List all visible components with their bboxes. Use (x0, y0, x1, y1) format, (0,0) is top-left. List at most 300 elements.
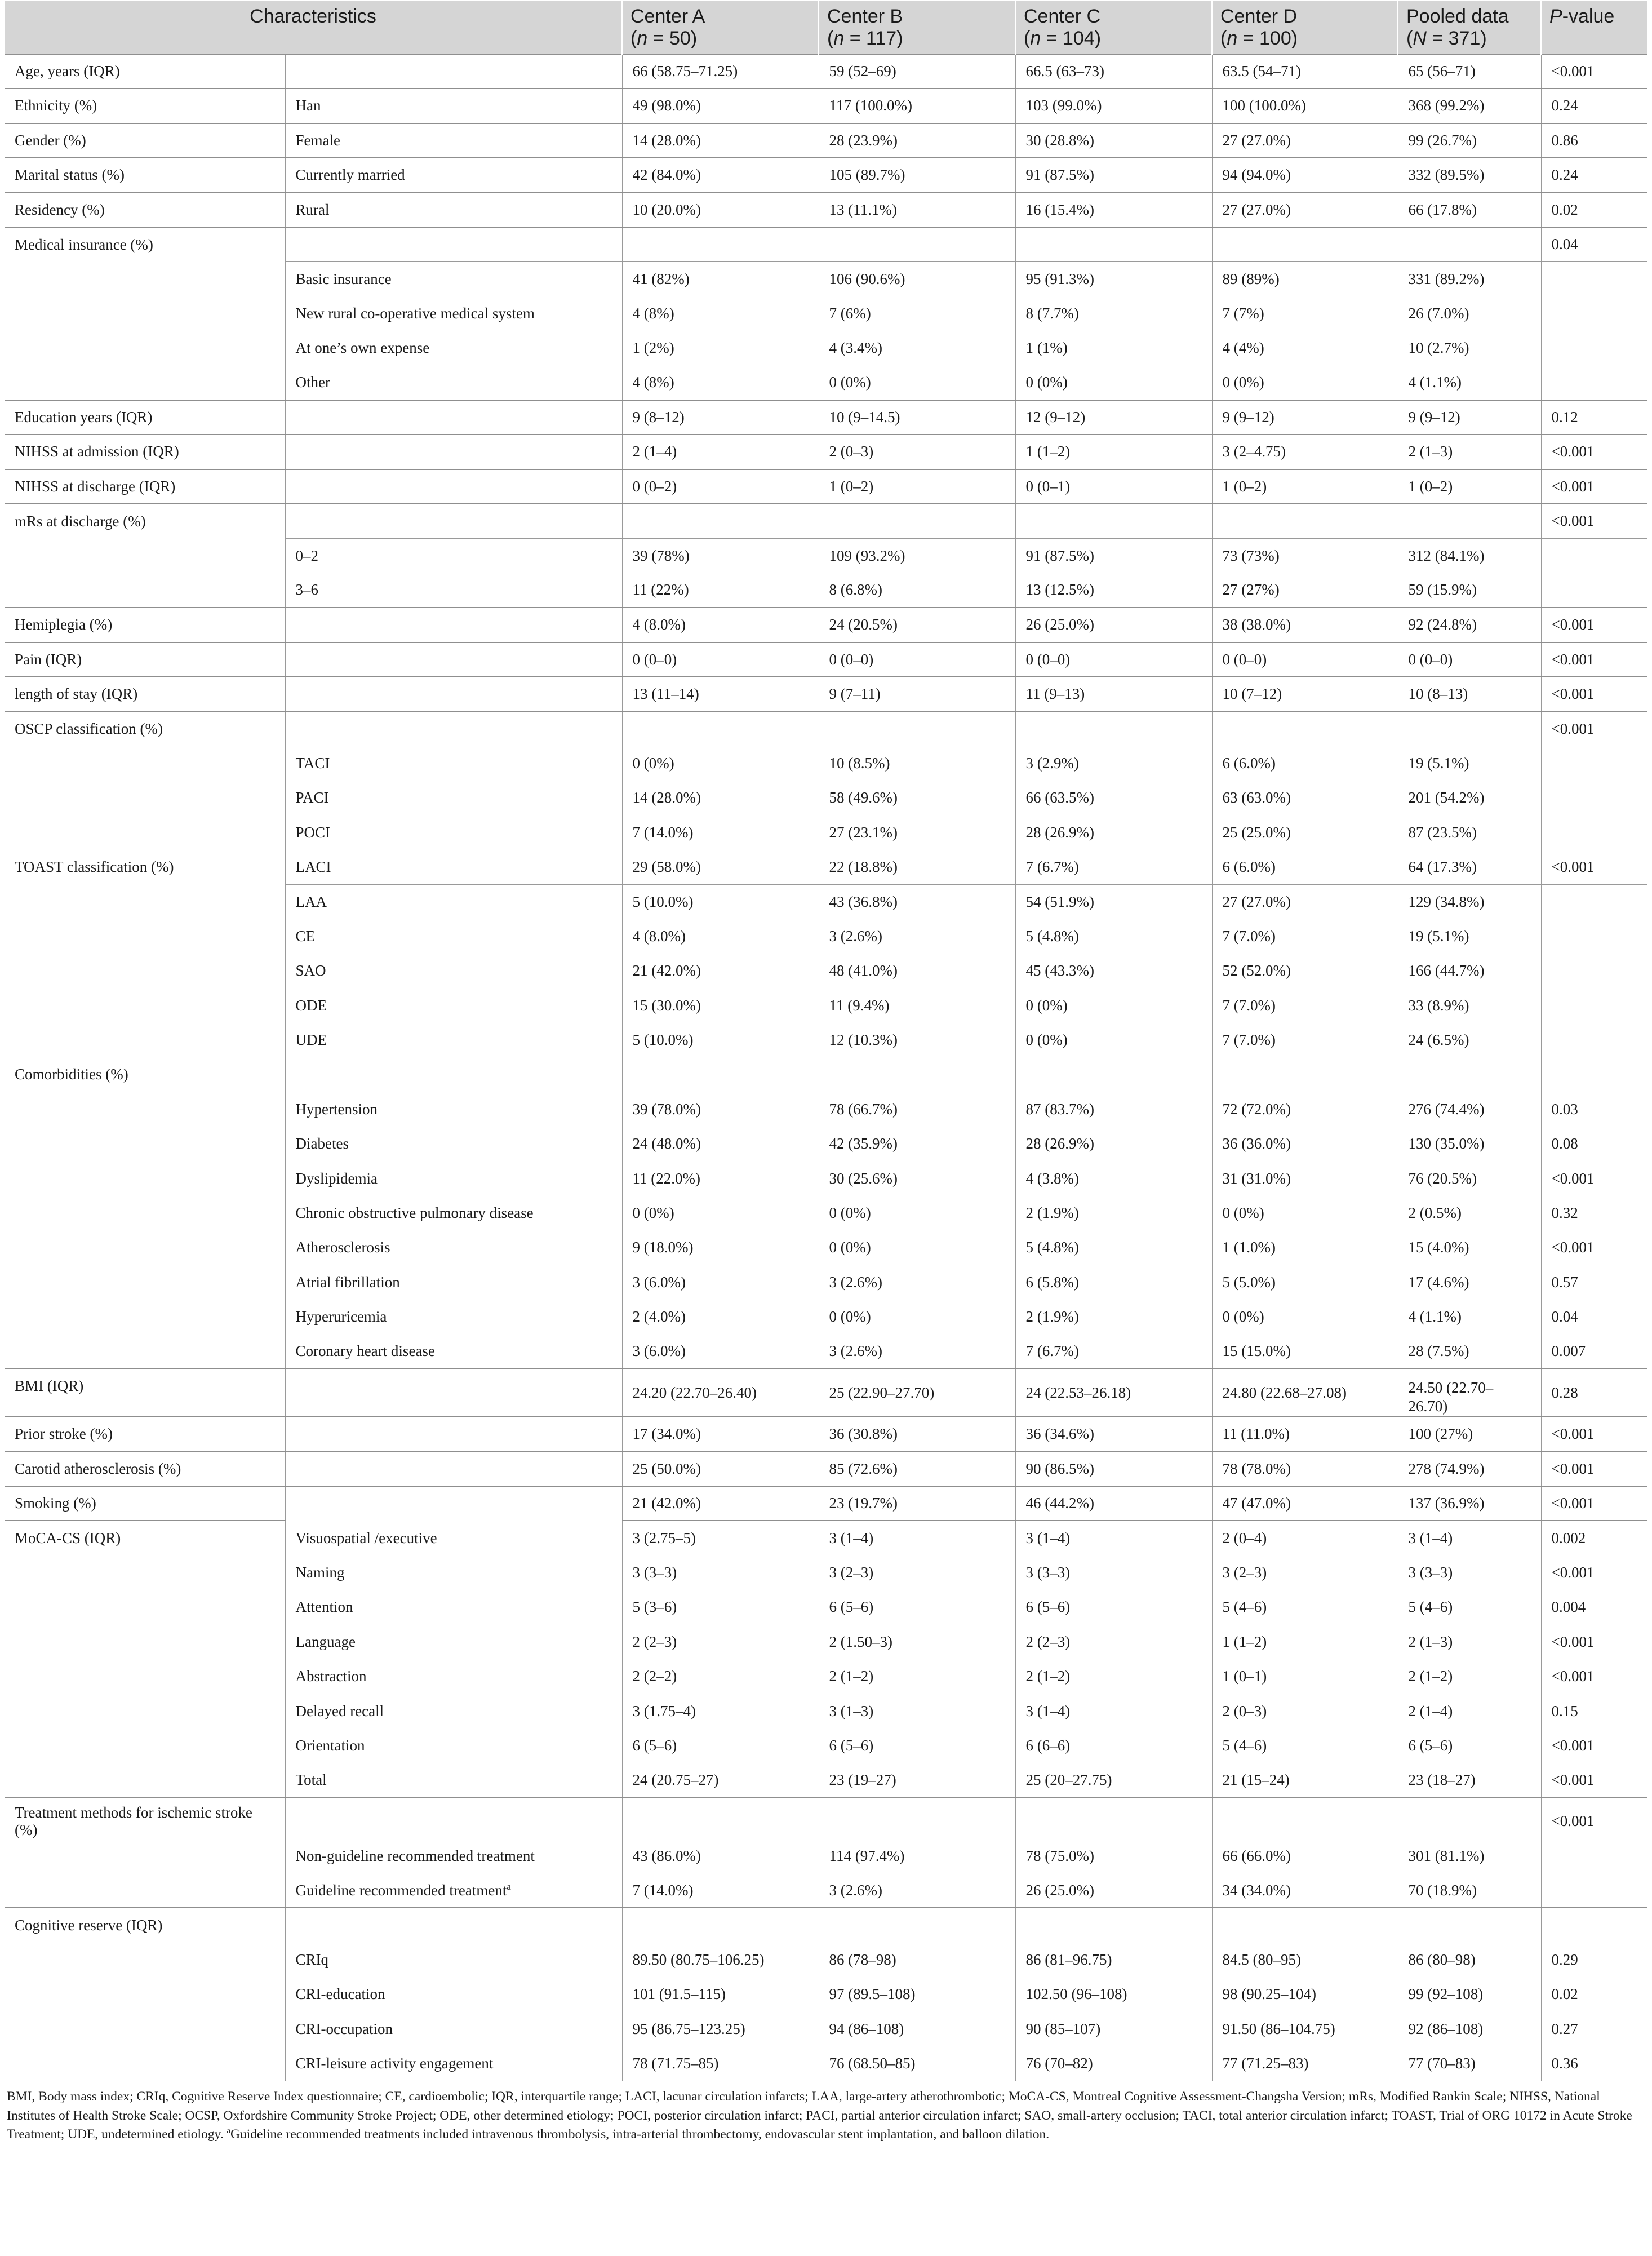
table-row (5, 919, 1647, 954)
cell-center-d: 0 (0%) (1212, 1300, 1398, 1334)
cell-characteristic: length of stay (IQR) (5, 677, 285, 711)
cell-center-a: 0 (0%) (622, 746, 819, 781)
table-row (5, 677, 1647, 711)
cell-center-b: 2 (1–2) (819, 1659, 1015, 1694)
header-center-c-n: (n = 104) (1024, 28, 1102, 50)
cell-center-d: 27 (27.0%) (1212, 192, 1398, 227)
cell-pvalue (1541, 954, 1647, 988)
cell-characteristic (5, 1625, 285, 1659)
cell-pooled (1398, 1908, 1541, 1942)
cell-center-b: 1 (0–2) (819, 469, 1015, 504)
cell-pvalue (1541, 573, 1647, 608)
cell-subcategory: LACI (295, 858, 331, 875)
cell-center-c: 26 (25.0%) (1015, 1873, 1212, 1908)
cell-subcategory: PACI (295, 789, 329, 806)
table-row (5, 435, 1647, 469)
cell-pooled: 100 (27%) (1398, 1417, 1541, 1451)
cell-center-a (622, 1057, 819, 1092)
cell-center-a: 39 (78.0%) (622, 1092, 819, 1127)
table-row (5, 2046, 1647, 2081)
cell-pvalue: 0.57 (1541, 1265, 1647, 1300)
cell-center-a: 29 (58.0%) (622, 850, 819, 884)
cell-subcategory (285, 1369, 622, 1417)
cell-center-c: 8 (7.7%) (1015, 296, 1212, 331)
cell-pvalue: <0.001 (1541, 1625, 1647, 1659)
cell-center-a: 95 (86.75–123.25) (622, 2012, 819, 2046)
table-row (5, 469, 1647, 504)
cell-pvalue: <0.001 (1541, 677, 1647, 711)
cell-center-a: 2 (4.0%) (622, 1300, 819, 1334)
cell-subcategory: UDE (295, 1031, 327, 1048)
cell-center-a: 4 (8.0%) (622, 608, 819, 642)
cell-pvalue: 0.32 (1541, 1196, 1647, 1230)
cell-characteristic (5, 884, 285, 919)
cell-center-b: 109 (93.2%) (819, 538, 1015, 573)
cell-pvalue: <0.001 (1541, 1798, 1647, 1839)
table-container (5, 1, 1647, 2144)
cell-characteristic (5, 296, 285, 331)
cell-pooled: 70 (18.9%) (1398, 1873, 1541, 1908)
cell-pooled: 278 (74.9%) (1398, 1452, 1541, 1486)
cell-characteristic (5, 1023, 285, 1057)
cell-pvalue (1541, 919, 1647, 954)
cell-characteristic (5, 815, 285, 849)
cell-center-c: 3 (3–3) (1015, 1555, 1212, 1590)
cell-pvalue (1541, 365, 1647, 400)
cell-center-a: 14 (28.0%) (622, 123, 819, 158)
cell-characteristic: mRs at discharge (%) (5, 504, 285, 538)
cell-pooled: 65 (56–71) (1398, 54, 1541, 88)
cell-center-b: 58 (49.6%) (819, 781, 1015, 815)
cell-center-d: 3 (2–3) (1212, 1555, 1398, 1590)
cell-characteristic: NIHSS at discharge (IQR) (5, 469, 285, 504)
cell-center-b: 27 (23.1%) (819, 815, 1015, 849)
cell-subcategory: Guideline recommended treatment$^a$ (295, 1881, 511, 1899)
cell-center-c: 0 (0–0) (1015, 642, 1212, 677)
cell-pooled: 129 (34.8%) (1398, 884, 1541, 919)
cell-subcategory: Han (285, 88, 622, 123)
cell-pvalue: 0.24 (1541, 88, 1647, 123)
cell-center-a: 21 (42.0%) (622, 954, 819, 988)
cell-subcategory: CRIq (295, 1951, 329, 1968)
cell-center-d (1212, 1057, 1398, 1092)
cell-pooled: 26 (7.0%) (1398, 296, 1541, 331)
cell-pvalue: 0.007 (1541, 1334, 1647, 1368)
cell-center-a: 42 (84.0%) (622, 158, 819, 192)
table-row (5, 88, 1647, 123)
cell-pooled: 2 (1–4) (1398, 1694, 1541, 1728)
header-center-c (1015, 1, 1212, 54)
cell-center-b: 28 (23.9%) (819, 123, 1015, 158)
cell-characteristic: Age, years (IQR) (5, 54, 285, 88)
cell-center-b (819, 1057, 1015, 1092)
table-row (5, 1625, 1647, 1659)
cell-characteristic: Education years (IQR) (5, 400, 285, 435)
cell-characteristic: Gender (%) (5, 123, 285, 158)
footnote-abbreviations: BMI, Body mass index; CRIq, Cognitive Reserve Index questionnaire; CE, cardioembolic; IQR, interquartile range; LACI, lacunar circulation infarcts; LAA, large-artery atherothrombotic; MoCA-CS, Montreal Cognitive Assessment-Changsha Version; mRs, Modified Rankin Scale; NIHSS, National Institutes of Health Stroke Scale; OCSP, Oxfordshire Community Stroke Project; ODE, other determined etiology; POCI, posterior circulation infarct; PACI, partial anterior circulation infarct; SAO, small-artery occlusion; TACI, total anterior circulation infarct; TOAST, Trial of ORG 10172 in Acute Stroke Treatment; UDE, undetermined etiology. (7, 2089, 1632, 2142)
cell-center-a: 5 (10.0%) (622, 884, 819, 919)
cell-pooled: 5 (4–6) (1398, 1590, 1541, 1624)
cell-characteristic (5, 573, 285, 608)
table-row (5, 1908, 1647, 1942)
cell-center-a: 2 (1–4) (622, 435, 819, 469)
cell-center-a: 2 (2–3) (622, 1625, 819, 1659)
cell-center-c: 6 (5.8%) (1015, 1265, 1212, 1300)
cell-center-d: 0 (0–0) (1212, 642, 1398, 677)
cell-pvalue: 0.04 (1541, 1300, 1647, 1334)
cell-center-c: 3 (1–4) (1015, 1521, 1212, 1555)
cell-pooled: 33 (8.9%) (1398, 988, 1541, 1022)
cell-center-c: 0 (0%) (1015, 988, 1212, 1022)
table-row (5, 573, 1647, 608)
cell-center-b: 86 (78–98) (819, 1943, 1015, 1977)
cell-pvalue: <0.001 (1541, 1417, 1647, 1451)
cell-pooled: 59 (15.9%) (1398, 573, 1541, 608)
cell-center-c: 46 (44.2%) (1015, 1486, 1212, 1521)
cell-subcategory (285, 1486, 622, 1521)
cell-characteristic: Residency (%) (5, 192, 285, 227)
cell-pooled (1398, 504, 1541, 538)
table-row (5, 642, 1647, 677)
cell-center-a: 2 (2–2) (622, 1659, 819, 1694)
cell-characteristic: OSCP classification (%) (5, 711, 285, 746)
table-row (5, 2012, 1647, 2046)
cell-center-d: 7 (7%) (1212, 296, 1398, 331)
cell-characteristic (5, 919, 285, 954)
cell-center-a: 0 (0%) (622, 1196, 819, 1230)
cell-subcategory: Atrial fibrillation (295, 1273, 400, 1291)
cell-pooled: 19 (5.1%) (1398, 919, 1541, 954)
cell-characteristic: Smoking (%) (5, 1486, 285, 1521)
table-row (5, 1369, 1647, 1417)
cell-pooled: 24 (6.5%) (1398, 1023, 1541, 1057)
table-row (5, 1728, 1647, 1763)
cell-center-c (1015, 1908, 1212, 1942)
cell-center-c (1015, 227, 1212, 261)
cell-characteristic (5, 1694, 285, 1728)
cell-pvalue (1541, 1873, 1647, 1908)
cell-pvalue: 0.15 (1541, 1694, 1647, 1728)
cell-pooled: 86 (80–98) (1398, 1943, 1541, 1977)
cell-center-b (819, 711, 1015, 746)
cell-center-a: 17 (34.0%) (622, 1417, 819, 1451)
cell-center-d: 11 (11.0%) (1212, 1417, 1398, 1451)
cell-center-a: 13 (11–14) (622, 677, 819, 711)
cell-center-c: 103 (99.0%) (1015, 88, 1212, 123)
cell-center-a (622, 504, 819, 538)
cell-characteristic: BMI (IQR) (5, 1369, 285, 1417)
cell-characteristic (5, 1555, 285, 1590)
cell-center-a: 49 (98.0%) (622, 88, 819, 123)
cell-subcategory: SAO (295, 962, 326, 979)
cell-center-d: 38 (38.0%) (1212, 608, 1398, 642)
cell-center-d: 66 (66.0%) (1212, 1839, 1398, 1873)
cell-subcategory: CRI-leisure activity engagement (295, 2055, 494, 2072)
cell-center-b: 105 (89.7%) (819, 158, 1015, 192)
cell-pooled: 1 (0–2) (1398, 469, 1541, 504)
table-row (5, 884, 1647, 919)
cell-subcategory (285, 504, 622, 538)
cell-center-d: 2 (0–3) (1212, 1694, 1398, 1728)
cell-characteristic (5, 1590, 285, 1624)
cell-subcategory (285, 469, 622, 504)
cell-subcategory: Female (285, 123, 622, 158)
cell-pooled: 17 (4.6%) (1398, 1265, 1541, 1300)
cell-center-a: 9 (8–12) (622, 400, 819, 435)
cell-pvalue: <0.001 (1541, 642, 1647, 677)
header-pooled (1398, 1, 1541, 54)
header-center-a-label: Center A (630, 6, 705, 27)
cell-subcategory (285, 1057, 622, 1092)
cell-pvalue (1541, 261, 1647, 296)
cell-center-b: 10 (9–14.5) (819, 400, 1015, 435)
table-row (5, 504, 1647, 538)
cell-center-b (819, 1798, 1015, 1839)
cell-center-a: 24.20 (22.70–26.40) (622, 1369, 819, 1417)
cell-center-c: 1 (1–2) (1015, 435, 1212, 469)
cell-center-a: 6 (5–6) (622, 1728, 819, 1763)
table-row (5, 1590, 1647, 1624)
cell-center-c: 6 (6–6) (1015, 1728, 1212, 1763)
cell-center-c (1015, 1057, 1212, 1092)
cell-subcategory (285, 608, 622, 642)
cell-center-d: 89 (89%) (1212, 261, 1398, 296)
cell-center-b: 3 (2.6%) (819, 1873, 1015, 1908)
cell-center-d (1212, 1908, 1398, 1942)
cell-center-c: 11 (9–13) (1015, 677, 1212, 711)
cell-characteristic (5, 1127, 285, 1161)
cell-subcategory (285, 1908, 622, 1942)
cell-pvalue: 0.86 (1541, 123, 1647, 158)
cell-characteristic (5, 781, 285, 815)
cell-pooled: 19 (5.1%) (1398, 746, 1541, 781)
table-row (5, 365, 1647, 400)
cell-pooled: 166 (44.7%) (1398, 954, 1541, 988)
table-row (5, 1023, 1647, 1057)
cell-pooled: 312 (84.1%) (1398, 538, 1541, 573)
cell-center-b: 9 (7–11) (819, 677, 1015, 711)
cell-pvalue: 0.04 (1541, 227, 1647, 261)
cell-center-b: 48 (41.0%) (819, 954, 1015, 988)
cell-center-c: 91 (87.5%) (1015, 538, 1212, 573)
cell-subcategory: 3–6 (295, 581, 318, 599)
cell-subcategory: New rural co-operative medical system (295, 304, 535, 322)
cell-pooled: 0 (0–0) (1398, 642, 1541, 677)
cell-center-c: 90 (86.5%) (1015, 1452, 1212, 1486)
cell-center-c: 0 (0–1) (1015, 469, 1212, 504)
cell-center-a: 39 (78%) (622, 538, 819, 573)
cell-characteristic (5, 1728, 285, 1763)
cell-characteristic: TOAST classification (%) (5, 850, 285, 884)
header-center-b-label: Center B (827, 6, 903, 27)
cell-subcategory: Atherosclerosis (295, 1239, 390, 1256)
cell-center-c: 5 (4.8%) (1015, 1230, 1212, 1265)
cell-center-d: 6 (6.0%) (1212, 746, 1398, 781)
cell-subcategory: Hyperuricemia (295, 1308, 387, 1326)
cell-pvalue: 0.004 (1541, 1590, 1647, 1624)
cell-pvalue: 0.36 (1541, 2046, 1647, 2081)
cell-center-c: 24 (22.53–26.18) (1015, 1369, 1212, 1417)
cell-center-a: 3 (6.0%) (622, 1265, 819, 1300)
cell-pvalue: 0.02 (1541, 192, 1647, 227)
cell-center-a: 25 (50.0%) (622, 1452, 819, 1486)
cell-characteristic (5, 538, 285, 573)
cell-characteristic (5, 988, 285, 1022)
cell-pvalue (1541, 1057, 1647, 1092)
cell-center-a: 0 (0–2) (622, 469, 819, 504)
table-row (5, 781, 1647, 815)
cell-subcategory: CE (295, 927, 316, 945)
cell-pooled: 2 (1–2) (1398, 1659, 1541, 1694)
cell-center-a: 24 (48.0%) (622, 1127, 819, 1161)
cell-center-d: 7 (7.0%) (1212, 988, 1398, 1022)
cell-center-d: 73 (73%) (1212, 538, 1398, 573)
cell-center-b: 25 (22.90–27.70) (819, 1369, 1015, 1417)
cell-pooled: 24.50 (22.70–26.70) (1398, 1369, 1541, 1417)
cell-center-a: 3 (1.75–4) (622, 1694, 819, 1728)
cell-center-c: 36 (34.6%) (1015, 1417, 1212, 1451)
table-row (5, 1127, 1647, 1161)
header-center-a (622, 1, 819, 54)
cell-characteristic: Carotid atherosclerosis (%) (5, 1452, 285, 1486)
cell-pvalue (1541, 1908, 1647, 1942)
cell-pvalue: <0.001 (1541, 850, 1647, 884)
table-row (5, 1798, 1647, 1839)
cell-center-c: 2 (2–3) (1015, 1625, 1212, 1659)
cell-center-a: 5 (3–6) (622, 1590, 819, 1624)
cell-pvalue (1541, 988, 1647, 1022)
cell-characteristic (5, 1763, 285, 1797)
table-row (5, 158, 1647, 192)
cell-center-d: 2 (0–4) (1212, 1521, 1398, 1555)
cell-center-c: 28 (26.9%) (1015, 815, 1212, 849)
cell-center-d: 24.80 (22.68–27.08) (1212, 1369, 1398, 1417)
cell-pooled: 64 (17.3%) (1398, 850, 1541, 884)
table-row (5, 711, 1647, 746)
cell-center-b: 13 (11.1%) (819, 192, 1015, 227)
header-center-d (1212, 1, 1398, 54)
cell-pooled (1398, 227, 1541, 261)
cell-center-c: 0 (0%) (1015, 365, 1212, 400)
cell-subcategory (285, 642, 622, 677)
cell-subcategory: Hypertension (285, 1092, 622, 1127)
cell-center-d (1212, 227, 1398, 261)
cell-center-a: 10 (20.0%) (622, 192, 819, 227)
cell-subcategory: 0–2 (285, 538, 622, 573)
cell-center-d: 15 (15.0%) (1212, 1334, 1398, 1368)
table-row (5, 954, 1647, 988)
cell-center-c: 3 (1–4) (1015, 1694, 1212, 1728)
header-center-d-n: (n = 100) (1220, 28, 1298, 50)
cell-pooled: 332 (89.5%) (1398, 158, 1541, 192)
cell-pvalue: 0.28 (1541, 1369, 1647, 1417)
cell-center-d: 0 (0%) (1212, 1196, 1398, 1230)
cell-center-a: 3 (3–3) (622, 1555, 819, 1590)
cell-center-c: 91 (87.5%) (1015, 158, 1212, 192)
cell-center-d: 27 (27.0%) (1212, 123, 1398, 158)
cell-characteristic: Ethnicity (%) (5, 88, 285, 123)
cell-characteristic: MoCA-CS (IQR) (5, 1521, 285, 1555)
cell-subcategory (285, 400, 622, 435)
cell-center-c (1015, 711, 1212, 746)
cell-center-b: 106 (90.6%) (819, 261, 1015, 296)
cell-center-a: 4 (8.0%) (622, 919, 819, 954)
cell-subcategory (285, 54, 622, 88)
cell-pvalue: 0.03 (1541, 1092, 1647, 1127)
cell-characteristic: Hemiplegia (%) (5, 608, 285, 642)
header-center-a-n: (n = 50) (630, 28, 698, 50)
cell-characteristic: Marital status (%) (5, 158, 285, 192)
header-center-b-n: (n = 117) (827, 28, 903, 50)
cell-center-b: 0 (0–0) (819, 642, 1015, 677)
cell-center-d: 78 (78.0%) (1212, 1452, 1398, 1486)
cell-subcategory: ODE (295, 996, 327, 1014)
header-pooled-label: Pooled data (1406, 6, 1509, 27)
characteristics-table (5, 1, 1647, 2081)
cell-pvalue: 0.002 (1541, 1521, 1647, 1555)
cell-pvalue (1541, 538, 1647, 573)
cell-center-b: 23 (19.7%) (819, 1486, 1015, 1521)
table-row (5, 1555, 1647, 1590)
cell-subcategory: Other (295, 374, 330, 391)
cell-subcategory (285, 435, 622, 469)
table-row (5, 1521, 1647, 1555)
cell-pvalue: <0.001 (1541, 504, 1647, 538)
cell-center-a (622, 227, 819, 261)
cell-center-c: 66.5 (63–73) (1015, 54, 1212, 88)
cell-characteristic (5, 1659, 285, 1694)
cell-center-b: 3 (2.6%) (819, 1334, 1015, 1368)
cell-pooled: 201 (54.2%) (1398, 781, 1541, 815)
cell-pvalue: <0.001 (1541, 469, 1647, 504)
cell-center-c: 26 (25.0%) (1015, 608, 1212, 642)
cell-center-d (1212, 504, 1398, 538)
cell-characteristic: Treatment methods for ischemic stroke (%) (5, 1798, 285, 1839)
cell-center-d: 21 (15–24) (1212, 1763, 1398, 1797)
cell-center-a: 89.50 (80.75–106.25) (622, 1943, 819, 1977)
cell-pooled: 10 (2.7%) (1398, 331, 1541, 365)
cell-subcategory: Currently married (285, 158, 622, 192)
table-row (5, 1300, 1647, 1334)
cell-center-c: 28 (26.9%) (1015, 1127, 1212, 1161)
cell-pooled: 92 (86–108) (1398, 2012, 1541, 2046)
cell-center-c: 30 (28.8%) (1015, 123, 1212, 158)
cell-center-c: 4 (3.8%) (1015, 1161, 1212, 1195)
cell-pvalue: <0.001 (1541, 1230, 1647, 1265)
cell-subcategory: At one’s own expense (295, 339, 430, 357)
header-characteristics: Characteristics (5, 1, 622, 54)
cell-pooled: 87 (23.5%) (1398, 815, 1541, 849)
cell-center-c: 95 (91.3%) (1015, 261, 1212, 296)
cell-center-a: 4 (8%) (622, 365, 819, 400)
cell-characteristic: NIHSS at admission (IQR) (5, 435, 285, 469)
cell-characteristic (5, 261, 285, 296)
cell-pooled: 15 (4.0%) (1398, 1230, 1541, 1265)
table-row (5, 1873, 1647, 1908)
cell-center-d: 1 (0–2) (1212, 469, 1398, 504)
cell-center-a: 24 (20.75–27) (622, 1763, 819, 1797)
cell-center-d: 1 (0–1) (1212, 1659, 1398, 1694)
cell-center-a (622, 1798, 819, 1839)
cell-subcategory (285, 227, 622, 261)
cell-pooled: 368 (99.2%) (1398, 88, 1541, 123)
cell-pooled: 331 (89.2%) (1398, 261, 1541, 296)
cell-subcategory (285, 711, 622, 746)
cell-pooled (1398, 1057, 1541, 1092)
cell-center-d (1212, 1798, 1398, 1839)
table-row (5, 400, 1647, 435)
cell-subcategory: Visuospatial /executive (295, 1529, 437, 1546)
